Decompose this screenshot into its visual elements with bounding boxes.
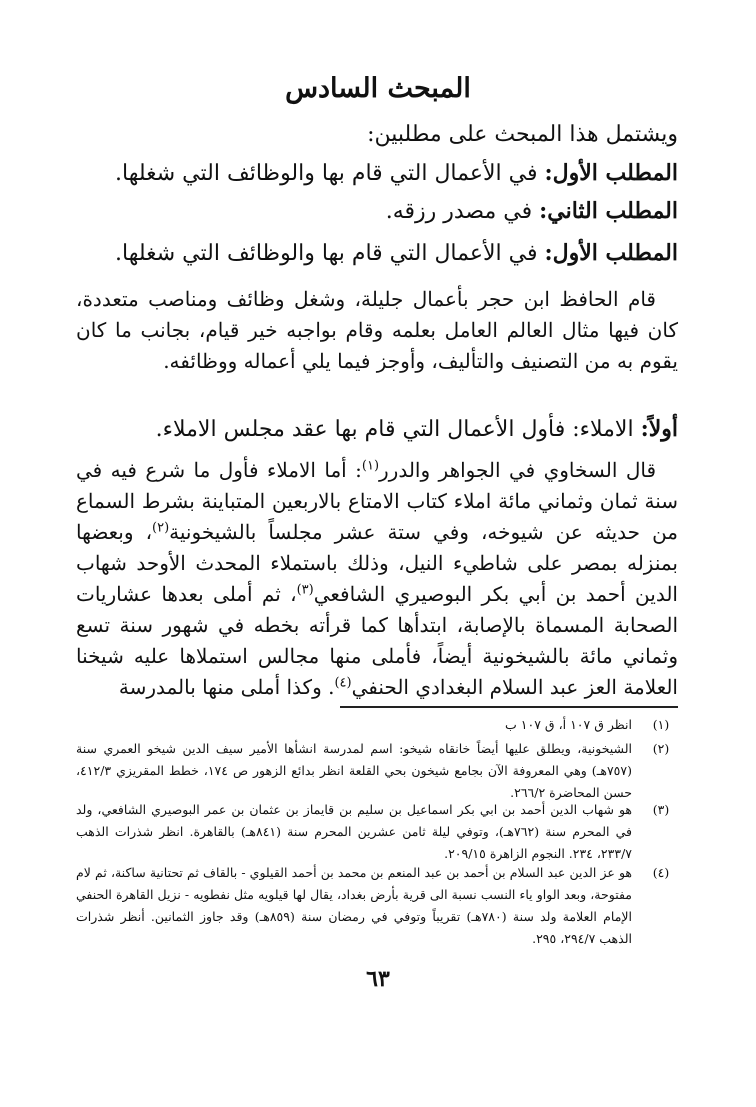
section-label: المطلب الأول: (544, 160, 678, 186)
footnote (76, 862, 678, 950)
section-heading (115, 158, 678, 189)
footnote-number: (٤) (652, 865, 670, 880)
paragraph-2-part: . وكذا أملى منها بالمدرسة (118, 675, 335, 699)
footnote (76, 738, 678, 804)
section-label: المطلب الثاني: (539, 198, 678, 224)
paragraph-2-body (76, 455, 678, 703)
subheading-label: أولاً: (640, 416, 678, 442)
footnote-ref[interactable]: (٢) (152, 520, 170, 536)
subheading-text: الاملاء: فأول الأعمال التي قام بها عقد مجلس الاملاء. (155, 417, 641, 442)
section-text: في مصدر رزقه. (385, 199, 540, 224)
section-text: في الأعمال التي قام بها والوظائف التي شغلها. (115, 161, 545, 186)
section-text: في الأعمال التي قام بها والوظائف التي شغلها. (115, 241, 545, 266)
footnote-number: (٢) (652, 741, 670, 756)
section-heading (386, 196, 678, 227)
paragraph-2-part: : أما الاملاء فأول ما شرع فيه في سنة ثمان وثماني مائة املاء كتاب الامتاع بالاربعين المتباينة بشرط السماع من حديثه عن شيوخه، وفي ستة عشر مجلساً بالشيخونية (76, 458, 679, 544)
paragraph-2-part: ، وبعضها بمنزله بمصر على شاطيء النيل، وذلك باستملاء المحدث الأوحد شهاب الدين أحمد بن أبي بكر البوصيري الشافعي (76, 520, 678, 606)
paragraph-2-part: ، ثم أملى بعدها عشاريات الصحابة المسماة بالإصابة، ابتدأها كما قرأته بخطه في شهور سنة تسع وثماني مائة بالشيخونية أيضاً، فأملى منها مجالس استملاها عليه شيخنا العلامة العز عبد السلام البغدادي الحنفي (76, 582, 679, 699)
section-heading (115, 238, 678, 269)
footnote-ref[interactable]: (١) (361, 458, 380, 474)
intro-line: ويشتمل هذا المبحث على مطلبين: (367, 122, 678, 147)
paragraph-2 (76, 455, 678, 703)
footnote (76, 714, 678, 736)
subheading-first (156, 414, 678, 445)
page-number: ٦٣ (366, 966, 390, 992)
footnote-ref[interactable]: (٤) (334, 675, 352, 691)
paragraph-2-part: قال السخاوي في الجواهر والدرر (379, 458, 657, 482)
footnote-divider (340, 706, 678, 708)
section-label: المطلب الأول: (544, 240, 678, 266)
footnote (76, 799, 678, 865)
footnote-number: (٣) (652, 802, 670, 817)
footnote-text: هو عز الدين عبد السلام بن أحمد بن عبد المنعم بن محمد بن أحمد القيلوي - بالقاف ثم تحتانية ساكنة، ثم لام مفتوحة، وبعد الواو ياء النسب نسبة الى قرية بأرض بغداد، يقال لها قيلويه مثل نفطويه - نزيل القاهرة الحنفي الإمام العلامة ولد سنة (٧٨٠هـ) تقريباً وتوفي في رمضان سنة (٨٥٩هـ) وقد جاوز الثمانين. أنظر شذرات الذهب ٢٩٤/٧، ٢٩٥. (76, 865, 633, 946)
footnote-text: انظر ق ١٠٧ أ، ق ١٠٧ ب (505, 717, 632, 732)
footnote-ref[interactable]: (٣) (296, 582, 314, 598)
paragraph-1-text: قام الحافظ ابن حجر بأعمال جليلة، وشغل وظائف ومناصب متعددة، كان فيها مثال العالم العامل بعلمه وقام بواجبه خير قيام، بجانب ما كان يقوم به من التصنيف والتأليف، وأوجز فيما يلي أعماله ووظائفه. (76, 287, 678, 373)
page-title: المبحث السادس (285, 73, 471, 104)
paragraph-1 (76, 284, 678, 377)
footnote-number: (١) (652, 717, 670, 732)
footnote-text: الشيخونية، ويطلق عليها أيضاً خانقاه شيخو: اسم لمدرسة انشأها الأمير سيف الدين شيخو العمري سنة (٧٥٧هـ) وهي المعروفة الآن بجامع شيخون بحي القلعة انظر بدائع الزهور ص ١٧٤، خطط المقريزي ٤١٢/٣، حسن المحاضرة ٢٦٦/٢. (76, 741, 632, 800)
footnote-text: هو شهاب الدين أحمد بن ابي بكر اسماعيل بن سليم بن قايماز بن عثمان بن عمر البوصيري الشافعي، ولد في المحرم سنة (٧٦٢هـ)، وتوفي ليلة ثامن عشرين المحرم سنة (٨٤١هـ) بالقاهرة. انظر شذرات الذهب ٢٣٣/٧، ٢٣٤. النجوم الزاهرة ٢٠٩/١٥. (76, 802, 632, 861)
